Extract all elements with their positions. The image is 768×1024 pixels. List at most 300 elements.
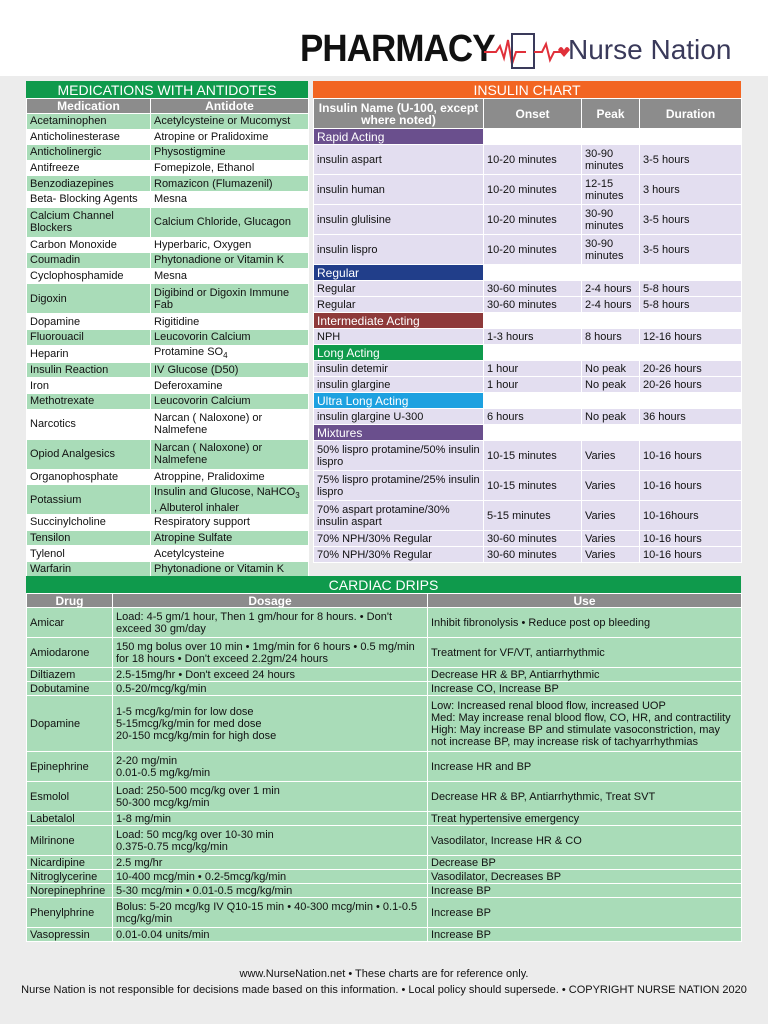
cardiac-row: [27, 812, 742, 826]
antidote-cell: [151, 345, 309, 362]
antidote-cell: [151, 329, 309, 345]
medication-cell-text: Narcotics: [30, 418, 76, 430]
medication-cell: [27, 329, 151, 345]
antidote-cell: [151, 237, 309, 253]
medication-cell-text: Warfarin: [30, 563, 72, 576]
insulin-category-row: [314, 129, 742, 145]
drug-cell: Diltiazem: [27, 668, 113, 682]
antidote-row: [27, 409, 309, 439]
antidote-cell-text: Mesna: [154, 193, 188, 206]
antidote-row: [27, 329, 309, 345]
col-duration: Duration: [640, 99, 742, 129]
antidote-cell: [151, 268, 309, 284]
insulin-row: [314, 471, 742, 501]
dosage-cell: 0.5-20/mcg/kg/min: [113, 682, 428, 696]
medication-cell-text: Calcium Channel Blockers: [30, 210, 114, 235]
medication-cell-text: Cyclophosphamide: [30, 270, 124, 283]
antidote-cell-text: Hyperbaric, Oxygen: [154, 238, 252, 251]
peak-cell: Varies: [582, 547, 640, 563]
antidote-cell: [151, 515, 309, 531]
insulin-name-cell: insulin lispro: [314, 235, 484, 265]
peak-cell: Varies: [582, 531, 640, 547]
cardiac-row: [27, 638, 742, 668]
peak-cell: 8 hours: [582, 329, 640, 345]
col-peak: Peak: [582, 99, 640, 129]
cardiac-row: [27, 668, 742, 682]
medication-cell: [27, 530, 151, 546]
brand-name: Nurse Nation: [568, 34, 732, 65]
medication-cell-text: Anticholinergic: [30, 146, 102, 159]
medication-cell-text: Tensilon: [30, 531, 71, 544]
antidote-cell-text: Atropine Sulfate: [154, 531, 233, 544]
dosage-cell: 2.5 mg/hr: [113, 856, 428, 870]
peak-cell: Varies: [582, 501, 640, 531]
antidote-cell: [151, 561, 309, 577]
medication-cell: [27, 439, 151, 469]
page-footer: [0, 962, 768, 1024]
duration-cell: 5-8 hours: [640, 297, 742, 313]
duration-cell: 10-16 hours: [640, 471, 742, 501]
onset-cell: 1 hour: [484, 361, 582, 377]
cardiac-row: [27, 782, 742, 812]
cardiac-row: [27, 898, 742, 928]
antidote-cell: [151, 546, 309, 562]
antidote-row: [27, 129, 309, 145]
antidote-cell-text: Digibind or Digoxin Immune Fab: [154, 286, 290, 311]
peak-cell: 30-90 minutes: [582, 235, 640, 265]
antidote-cell-text: Leucovorin Calcium: [154, 395, 251, 408]
antidote-cell-text: Protamine SO: [154, 345, 224, 358]
insulin-row: [314, 531, 742, 547]
insulin-category-label: Ultra Long Acting: [314, 393, 484, 409]
medication-cell-text: Coumadin: [30, 254, 81, 267]
insulin-name-cell: 70% NPH/30% Regular: [314, 531, 484, 547]
cardiac-title: CARDIAC DRIPS: [328, 577, 439, 593]
medication-cell: [27, 362, 151, 378]
subscript: 3: [295, 490, 300, 500]
medication-cell: [27, 546, 151, 562]
medication-cell-text: Beta- Blocking Agents: [30, 193, 138, 206]
use-cell: Treat hypertensive emergency: [428, 812, 742, 826]
antidote-cell: [151, 176, 309, 192]
insulin-name-cell: Regular: [314, 297, 484, 313]
drug-cell: Nitroglycerine: [27, 870, 113, 884]
antidote-cell-text: Deferoxamine: [154, 379, 223, 392]
insulin-row: [314, 145, 742, 175]
cardiac-table: [26, 593, 742, 942]
antidote-cell-text: IV Glucose (D50): [154, 364, 239, 377]
peak-cell: Varies: [582, 471, 640, 501]
heartbeat-logo-icon: [482, 30, 572, 74]
insulin-name-cell: 70% NPH/30% Regular: [314, 547, 484, 563]
antidote-cell: [151, 207, 309, 237]
antidote-cell-text: Physostigmine: [154, 146, 226, 159]
category-filler: [640, 393, 742, 409]
medication-cell: [27, 253, 151, 269]
antidote-row: [27, 207, 309, 237]
duration-cell: 12-16 hours: [640, 329, 742, 345]
onset-cell: 30-60 minutes: [484, 531, 582, 547]
dosage-cell: Load: 250-500 mcg/kg over 1 min 50-300 mcg/kg/min: [113, 782, 428, 812]
insulin-name-cell: insulin human: [314, 175, 484, 205]
antidote-cell: [151, 284, 309, 314]
insulin-row: [314, 205, 742, 235]
medication-cell: [27, 160, 151, 176]
antidote-row: [27, 546, 309, 562]
medication-cell: [27, 145, 151, 161]
insulin-category-label: Intermediate Acting: [314, 313, 484, 329]
medication-cell-text: Organophosphate: [30, 470, 119, 483]
antidote-row: [27, 253, 309, 269]
drug-cell: Labetalol: [27, 812, 113, 826]
insulin-row: [314, 297, 742, 313]
insulin-name-cell: NPH: [314, 329, 484, 345]
insulin-row: [314, 329, 742, 345]
antidote-row: [27, 362, 309, 378]
duration-cell: 10-16 hours: [640, 531, 742, 547]
drug-cell: Epinephrine: [27, 752, 113, 782]
antidote-cell: [151, 145, 309, 161]
medication-cell: [27, 515, 151, 531]
medication-cell: [27, 237, 151, 253]
medication-cell: [27, 114, 151, 130]
antidote-row: [27, 515, 309, 531]
insulin-name-cell: 50% lispro protamine/50% insulin lispro: [314, 441, 484, 471]
antidote-cell: [151, 393, 309, 409]
insulin-category-row: [314, 345, 742, 361]
insulin-name-cell: insulin aspart: [314, 145, 484, 175]
insulin-name-cell: insulin glulisine: [314, 205, 484, 235]
medication-cell-text: Tylenol: [30, 547, 65, 560]
antidote-cell-text: Respiratory support: [154, 516, 250, 529]
insulin-name-cell: Regular: [314, 281, 484, 297]
drug-cell: Milrinone: [27, 826, 113, 856]
use-cell: Vasodilator, Decreases BP: [428, 870, 742, 884]
medication-cell: [27, 176, 151, 192]
duration-cell: 10-16 hours: [640, 547, 742, 563]
category-filler: [484, 345, 582, 361]
onset-cell: 10-20 minutes: [484, 205, 582, 235]
footer-line-1: www.NurseNation.net • These charts are for reference only.: [239, 968, 529, 980]
drug-cell: Dobutamine: [27, 682, 113, 696]
cardiac-row: [27, 870, 742, 884]
dosage-cell: Load: 50 mcg/kg over 10-30 min 0.375-0.75 mcg/kg/min: [113, 826, 428, 856]
subscript: 4: [223, 350, 228, 360]
dosage-cell: 2.5-15mg/hr • Don't exceed 24 hours: [113, 668, 428, 682]
drug-cell: Dopamine: [27, 696, 113, 752]
drug-cell: Amicar: [27, 608, 113, 638]
col-dosage: Dosage: [113, 594, 428, 608]
use-cell: Increase CO, Increase BP: [428, 682, 742, 696]
cardiac-row: [27, 682, 742, 696]
insulin-row: [314, 235, 742, 265]
footer-line-2: Nurse Nation is not responsible for decisions made based on this information. • Local policy should supersede. • COPYRIGHT NURSE NATION 2020: [21, 984, 747, 996]
dosage-cell: 5-30 mcg/min • 0.01-0.5 mcg/kg/min: [113, 884, 428, 898]
insulin-category-row: [314, 393, 742, 409]
drug-cell: Nicardipine: [27, 856, 113, 870]
antidote-cell: [151, 129, 309, 145]
drug-cell: Norepinephrine: [27, 884, 113, 898]
duration-cell: 3-5 hours: [640, 145, 742, 175]
antidote-cell-text: Narcan ( Naloxone) or Nalmefene: [154, 412, 263, 436]
category-filler: [582, 265, 640, 281]
insulin-row: [314, 377, 742, 393]
dosage-cell: 10-400 mcg/min • 0.2-5mcg/kg/min: [113, 870, 428, 884]
page-title: PHARMACY: [300, 28, 495, 70]
insulin-category-label: Long Acting: [314, 345, 484, 361]
drug-cell: Esmolol: [27, 782, 113, 812]
insulin-row: [314, 175, 742, 205]
onset-cell: 10-20 minutes: [484, 235, 582, 265]
antidote-cell-text: Acetylcysteine: [154, 547, 225, 560]
antidote-cell-text: Leucovorin Calcium: [154, 331, 251, 344]
dosage-cell: 0.01-0.04 units/min: [113, 928, 428, 942]
insulin-row: [314, 547, 742, 563]
category-filler: [484, 313, 582, 329]
category-filler: [640, 265, 742, 281]
dosage-cell: 2-20 mg/min 0.01-0.5 mg/kg/min: [113, 752, 428, 782]
antidote-cell-text: Atropine or Pralidoxime: [154, 130, 269, 143]
dosage-cell: 1-5 mcg/kg/min for low dose 5-15mcg/kg/min for med dose 20-150 mcg/kg/min for high dose: [113, 696, 428, 752]
use-cell: Inhibit fibronolysis • Reduce post op bleeding: [428, 608, 742, 638]
antidote-row: [27, 485, 309, 515]
use-cell: Vasodilator, Increase HR & CO: [428, 826, 742, 856]
medication-cell-text: Acetaminophen: [30, 115, 107, 128]
antidote-cell-text: Romazicon (Flumazenil): [154, 177, 273, 190]
category-filler: [640, 345, 742, 361]
onset-cell: 30-60 minutes: [484, 547, 582, 563]
duration-cell: 3 hours: [640, 175, 742, 205]
insulin-table: [313, 98, 742, 563]
antidote-cell: [151, 253, 309, 269]
antidote-cell: [151, 362, 309, 378]
antidote-row: [27, 530, 309, 546]
medication-cell: [27, 345, 151, 362]
peak-cell: 2-4 hours: [582, 297, 640, 313]
insulin-row: [314, 441, 742, 471]
antidote-row: [27, 145, 309, 161]
antidote-cell: [151, 530, 309, 546]
medication-cell-text: Digoxin: [30, 292, 67, 305]
insulin-name-cell: 70% aspart protamine/30% insulin aspart: [314, 501, 484, 531]
insulin-row: [314, 501, 742, 531]
duration-cell: 5-8 hours: [640, 281, 742, 297]
insulin-category-row: [314, 425, 742, 441]
category-filler: [484, 129, 582, 145]
insulin-category-row: [314, 313, 742, 329]
antidote-row: [27, 237, 309, 253]
onset-cell: 10-15 minutes: [484, 471, 582, 501]
medication-cell-text: Heparin: [30, 347, 69, 360]
dosage-cell: Load: 4-5 gm/1 hour, Then 1 gm/hour for 8 hours. • Don't exceed 30 gm/day: [113, 608, 428, 638]
antidote-row: [27, 393, 309, 409]
onset-cell: 10-20 minutes: [484, 145, 582, 175]
insulin-category-row: [314, 265, 742, 281]
antidote-cell: [151, 160, 309, 176]
use-cell: Decrease BP: [428, 856, 742, 870]
antidote-row: [27, 268, 309, 284]
peak-cell: No peak: [582, 377, 640, 393]
antidote-cell: [151, 469, 309, 485]
col-medication: Medication: [27, 99, 151, 114]
antidote-cell: [151, 114, 309, 130]
category-filler: [484, 425, 582, 441]
cardiac-row: [27, 608, 742, 638]
medication-cell: [27, 129, 151, 145]
antidote-cell: [151, 378, 309, 394]
category-filler: [640, 313, 742, 329]
antidote-row: [27, 345, 309, 362]
category-filler: [582, 313, 640, 329]
medication-cell: [27, 409, 151, 439]
medication-cell-text: Antifreeze: [30, 162, 80, 175]
antidote-cell-text: Fomepizole, Ethanol: [154, 162, 255, 175]
peak-cell: No peak: [582, 409, 640, 425]
antidote-row: [27, 176, 309, 192]
category-filler: [484, 265, 582, 281]
duration-cell: 10-16 hours: [640, 441, 742, 471]
use-cell: Increase BP: [428, 928, 742, 942]
duration-cell: 10-16hours: [640, 501, 742, 531]
antidote-row: [27, 314, 309, 330]
onset-cell: 6 hours: [484, 409, 582, 425]
antidote-cell: [151, 314, 309, 330]
dosage-cell: 1-8 mg/min: [113, 812, 428, 826]
antidote-cell-text: Atroppine, Pralidoxime: [154, 470, 265, 483]
drug-cell: Amiodarone: [27, 638, 113, 668]
medication-cell-text: Iron: [30, 379, 49, 392]
medication-cell-text: Succinylcholine: [30, 516, 106, 529]
antidote-cell-text: Phytonadione or Vitamin K: [154, 563, 285, 576]
cardiac-row: [27, 884, 742, 898]
medication-cell-text: Anticholinesterase: [30, 130, 120, 143]
antidote-row: [27, 378, 309, 394]
antidotes-title-bar: [26, 81, 308, 99]
insulin-row: [314, 281, 742, 297]
insulin-name-cell: insulin glargine: [314, 377, 484, 393]
onset-cell: 30-60 minutes: [484, 297, 582, 313]
cardiac-row: [27, 856, 742, 870]
col-insulin-name: Insulin Name (U-100, except where noted): [314, 99, 484, 129]
medication-cell-text: Opiod Analgesics: [30, 448, 115, 460]
col-drug: Drug: [27, 594, 113, 608]
insulin-row: [314, 409, 742, 425]
onset-cell: 10-15 minutes: [484, 441, 582, 471]
category-filler: [582, 129, 640, 145]
cardiac-row: [27, 928, 742, 942]
antidote-text-part: Insulin and Glucose, NaHCO: [154, 485, 296, 498]
insulin-row: [314, 361, 742, 377]
antidote-row: [27, 561, 309, 577]
antidote-row: [27, 284, 309, 314]
antidote-row: [27, 439, 309, 469]
use-cell: Increase HR and BP: [428, 752, 742, 782]
category-filler: [582, 393, 640, 409]
drug-cell: Vasopressin: [27, 928, 113, 942]
duration-cell: 3-5 hours: [640, 205, 742, 235]
insulin-category-label: Rapid Acting: [314, 129, 484, 145]
insulin-name-cell: 75% lispro protamine/25% insulin lispro: [314, 471, 484, 501]
peak-cell: Varies: [582, 441, 640, 471]
peak-cell: 12-15 minutes: [582, 175, 640, 205]
category-filler: [582, 425, 640, 441]
cardiac-row: [27, 696, 742, 752]
medication-cell: [27, 378, 151, 394]
category-filler: [484, 393, 582, 409]
duration-cell: 20-26 hours: [640, 361, 742, 377]
antidote-cell-text: Phytonadione or Vitamin K: [154, 254, 285, 267]
peak-cell: No peak: [582, 361, 640, 377]
antidote-cell: [151, 485, 309, 515]
category-filler: [640, 129, 742, 145]
medication-cell: [27, 561, 151, 577]
antidote-cell: [151, 439, 309, 469]
duration-cell: 36 hours: [640, 409, 742, 425]
antidote-row: [27, 191, 309, 207]
medication-cell-text: Potassium: [30, 493, 82, 506]
peak-cell: 30-90 minutes: [582, 145, 640, 175]
use-cell: Increase BP: [428, 898, 742, 928]
medication-cell-text: Carbon Monoxide: [30, 238, 117, 251]
use-cell: Increase BP: [428, 884, 742, 898]
cardiac-row: [27, 826, 742, 856]
medication-cell-text: Insulin Reaction: [30, 364, 109, 377]
use-cell: Low: Increased renal blood flow, increased UOP Med: May increase renal blood flow, CO, HR, and contractility High: May increase BP and stimulate vasoconstriction, may not increase BP, may increase risk of tachyarrhythmias: [428, 696, 742, 752]
medication-cell-text: Fluorouacil: [30, 331, 84, 344]
medication-cell: [27, 393, 151, 409]
dosage-cell: 150 mg bolus over 10 min • 1mg/min for 6 hours • 0.5 mg/min for 18 hours • Don't exceed 2.2gm/24 hours: [113, 638, 428, 668]
medication-cell: [27, 485, 151, 515]
medication-cell-text: Dopamine: [30, 315, 81, 328]
antidote-cell-text: Narcan ( Naloxone) or Nalmefene: [154, 442, 263, 466]
antidote-row: [27, 469, 309, 485]
antidote-cell-text: Rigitidine: [154, 315, 200, 328]
col-antidote: Antidote: [151, 99, 309, 114]
medication-cell: [27, 207, 151, 237]
onset-cell: 10-20 minutes: [484, 175, 582, 205]
onset-cell: 1 hour: [484, 377, 582, 393]
medication-cell: [27, 268, 151, 284]
antidote-cell-text: Acetylcysteine or Mucomyst: [154, 115, 291, 128]
antidote-cell-text: Calcium Chloride, Glucagon: [154, 216, 291, 229]
antidote-text-part: , Albuterol inhaler: [154, 501, 239, 514]
medication-cell-text: Benzodiazepines: [30, 177, 114, 190]
brand-logo: [482, 30, 752, 74]
insulin-category-label: Mixtures: [314, 425, 484, 441]
category-filler: [640, 425, 742, 441]
onset-cell: 30-60 minutes: [484, 281, 582, 297]
insulin-name-cell: insulin detemir: [314, 361, 484, 377]
col-use: Use: [428, 594, 742, 608]
duration-cell: 20-26 hours: [640, 377, 742, 393]
antidote-cell: [151, 191, 309, 207]
onset-cell: 1-3 hours: [484, 329, 582, 345]
cardiac-row: [27, 752, 742, 782]
insulin-title-bar: [313, 81, 741, 99]
medication-cell: [27, 314, 151, 330]
antidote-cell-text: Mesna: [154, 270, 188, 283]
col-onset: Onset: [484, 99, 582, 129]
antidote-row: [27, 160, 309, 176]
dosage-cell: Bolus: 5-20 mcg/kg IV Q10-15 min • 40-300 mcg/min • 0.1-0.5 mcg/kg/min: [113, 898, 428, 928]
insulin-name-cell: insulin glargine U-300: [314, 409, 484, 425]
antidotes-table: [26, 98, 309, 577]
onset-cell: 5-15 minutes: [484, 501, 582, 531]
page-header: [0, 0, 768, 76]
duration-cell: 3-5 hours: [640, 235, 742, 265]
medication-cell: [27, 469, 151, 485]
use-cell: Decrease HR & BP, Antiarrhythmic, Treat SVT: [428, 782, 742, 812]
